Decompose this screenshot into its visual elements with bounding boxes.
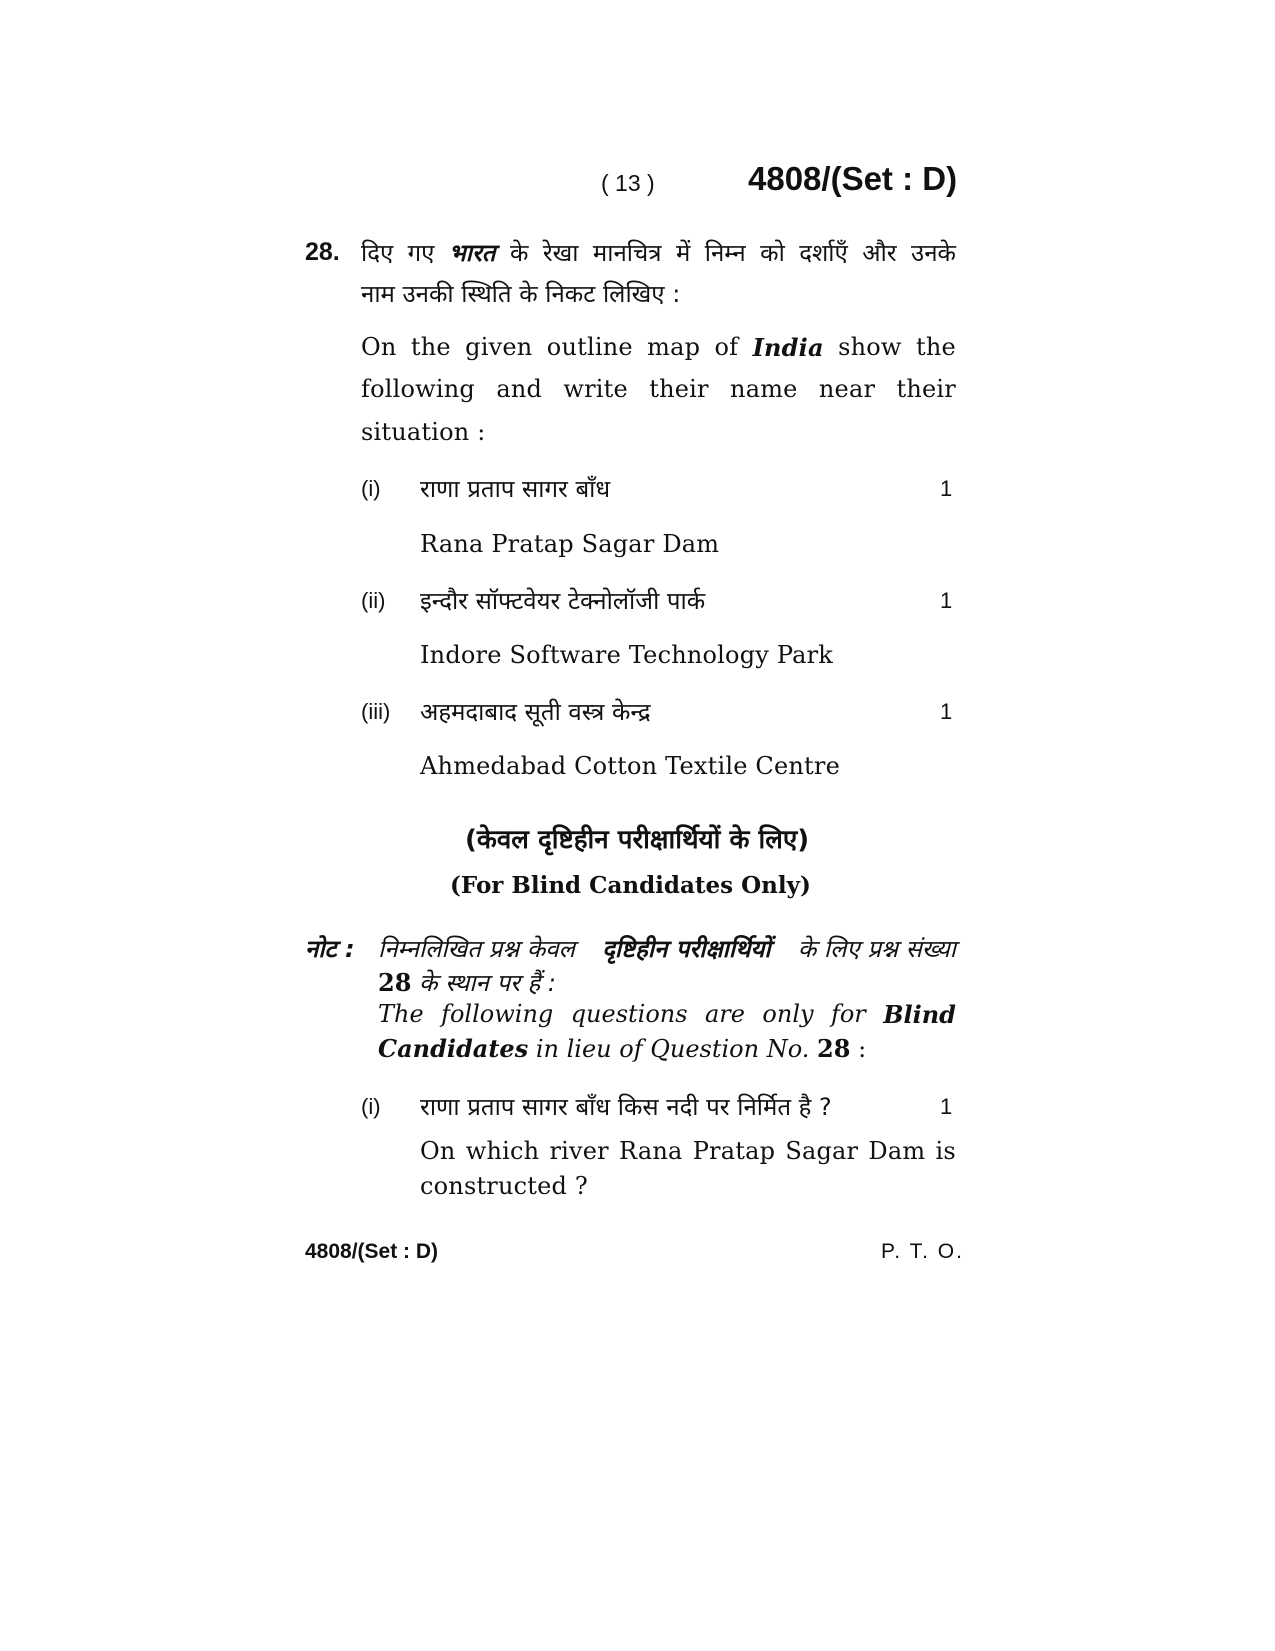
please-turn-over: P. T. O. <box>881 1240 964 1263</box>
word: outline <box>546 333 633 361</box>
word: दर्शाएँ <box>799 239 848 267</box>
word: river <box>549 1137 609 1165</box>
blind-section-title-english: (For Blind Candidates Only) <box>450 872 811 899</box>
word: their <box>896 375 956 403</box>
word: और <box>862 239 897 267</box>
question-hindi-line-1 <box>361 236 956 269</box>
word: दिए <box>361 239 394 267</box>
word: which <box>465 1137 540 1165</box>
blind-item-english-line-1 <box>420 1137 956 1165</box>
word: The <box>378 1000 424 1028</box>
paper-code-footer: 4808/(Set : D) <box>305 1240 439 1263</box>
word: map <box>647 333 701 361</box>
word: write <box>563 375 628 403</box>
question-english-line-2 <box>361 375 956 403</box>
item-marks: 1 <box>940 588 953 613</box>
word: questions <box>570 1000 688 1028</box>
word: only <box>762 1000 814 1028</box>
blind-item-english-line-2: constructed ? <box>420 1172 588 1200</box>
word: Dam <box>868 1137 926 1165</box>
item-number: (i) <box>361 476 381 501</box>
paper-code-header: 4808/(Set : D) <box>748 160 958 197</box>
item-hindi: अहमदाबाद सूती वस्त्र केन्द्र <box>420 698 651 726</box>
question-english-line-3: situation : <box>361 418 486 446</box>
note-english-line-1 <box>378 1000 956 1029</box>
word: On <box>361 333 397 361</box>
blind-item-hindi: राणा प्रताप सागर बाँध किस नदी पर निर्मित है ? <box>420 1093 832 1121</box>
word: निम्न <box>704 239 746 267</box>
blind-item-number: (i) <box>361 1094 381 1119</box>
note-hindi-line-2 <box>378 966 556 999</box>
word: Rana <box>619 1137 683 1165</box>
word-india: India <box>752 333 824 362</box>
question-english-line-1 <box>361 333 956 362</box>
note-question-number: 28 <box>817 1034 851 1063</box>
note-colon: : <box>858 1035 867 1063</box>
note-text: के लिए प्रश्न संख्या <box>797 935 956 963</box>
word: of <box>714 333 739 361</box>
item-number: (iii) <box>361 699 391 724</box>
word: name <box>730 375 798 403</box>
page-number: ( 13 ) <box>601 170 655 196</box>
item-number: (ii) <box>361 588 386 613</box>
word: for <box>830 1000 866 1028</box>
note-question-number: 28 <box>378 968 412 997</box>
item-english: Ahmedabad Cotton Textile Centre <box>420 752 840 780</box>
word: and <box>496 375 543 403</box>
word: the <box>410 333 451 361</box>
word: गए <box>407 239 435 267</box>
word: is <box>935 1137 956 1165</box>
item-marks: 1 <box>940 476 953 501</box>
note-text: के स्थान पर हैं : <box>419 969 557 997</box>
word: Pratap <box>692 1137 776 1165</box>
note-text-bold: दृष्टिहीन परीक्षार्थियों <box>602 935 771 963</box>
question-number: 28. <box>305 238 340 266</box>
word: their <box>649 375 709 403</box>
word: उनके <box>911 239 956 267</box>
word-blind: Blind <box>883 1000 956 1029</box>
item-english: Indore Software Technology Park <box>420 641 834 669</box>
note-text: निम्नलिखित प्रश्न केवल <box>378 935 575 963</box>
item-marks: 1 <box>940 699 953 724</box>
word: On <box>420 1137 456 1165</box>
word-bharat: भारत <box>448 239 496 267</box>
item-english: Rana Pratap Sagar Dam <box>420 530 720 558</box>
note-hindi-line-1 <box>378 932 956 965</box>
word: following <box>361 375 475 403</box>
word: the <box>916 333 956 361</box>
word: are <box>705 1000 745 1028</box>
word: को <box>760 239 785 267</box>
word: के <box>509 239 529 267</box>
word-candidates: Candidates <box>378 1034 529 1063</box>
word: रेखा <box>542 239 579 267</box>
word: Sagar <box>785 1137 859 1165</box>
word: following <box>441 1000 554 1028</box>
item-hindi: इन्दौर सॉफ्टवेयर टेक्नोलॉजी पार्क <box>420 587 706 615</box>
word: मानचित्र <box>592 239 662 267</box>
note-english-line-2 <box>378 1034 866 1063</box>
blind-section-title-hindi: (केवल दृष्टिहीन परीक्षार्थियों के लिए) <box>465 825 810 855</box>
note-text: in lieu of Question No. <box>535 1035 810 1063</box>
note-label: नोट : <box>305 935 355 963</box>
word: show <box>838 333 902 361</box>
blind-item-marks: 1 <box>940 1094 953 1119</box>
word: given <box>465 333 533 361</box>
item-hindi: राणा प्रताप सागर बाँध <box>420 475 611 503</box>
word: में <box>675 239 691 267</box>
word: near <box>818 375 876 403</box>
question-hindi-line-2: नाम उनकी स्थिति के निकट लिखिए : <box>361 280 681 308</box>
